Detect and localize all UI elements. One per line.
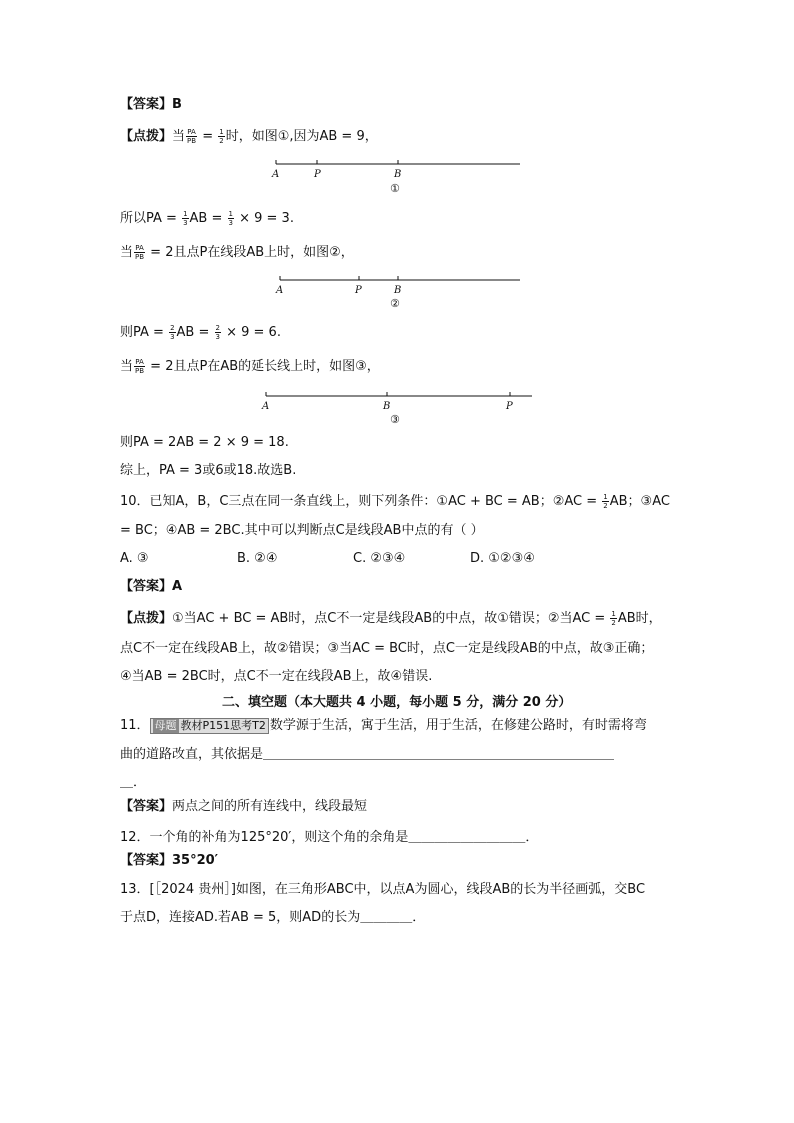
question-13-line-2: 于点D，连接AD.若AB = 5，则AD的长为＿＿＿＿． <box>120 910 426 925</box>
option-d: D. ①②③④ <box>470 551 535 566</box>
answer-10: 【答案】A <box>120 579 183 594</box>
hint-line-6: 则PA = 2AB = 2 × 9 = 18. <box>120 435 289 450</box>
option-a: A. ③ <box>120 551 149 566</box>
point-a-label: A <box>272 169 280 180</box>
question-12: 12．一个角的补角为125°20′，则这个角的余角是＿＿＿＿＿＿＿＿＿． <box>120 830 539 845</box>
option-b: B. ②④ <box>237 551 278 566</box>
point-b-label: B <box>394 169 402 180</box>
hint-line-1: 【点拨】当 $\frac{PA}{PB}$ = $\frac{1}{2}$ 时，如图①,因为AB = 9， <box>120 128 378 145</box>
hint-line-5: 当 $\frac{PA}{PB}$ = 2且点P在AB的延长线上时，如图③， <box>120 358 380 375</box>
source-tag: 母题 教材P151思考T2 <box>150 718 269 734</box>
point-a-label: A <box>276 285 284 296</box>
point-p-label: P <box>314 169 321 180</box>
figure-caption: ③ <box>390 413 400 426</box>
figure-1 <box>262 154 532 202</box>
hint-10-line-2: 点C不一定在线段AB上，故②错误；③当AC = BC时，点C一定是线段AB的中点，故③正确； <box>120 641 654 656</box>
fraction-pa-pb: $\frac{PA}{PB}$ <box>187 128 197 145</box>
point-a-label: A <box>262 401 270 412</box>
point-p-label: P <box>506 401 513 412</box>
option-c: C. ②③④ <box>353 551 406 566</box>
question-11-line-1: 11． 母题 教材P151思考T2 数学源于生活，寓于生活，用于生活，在修建公路时，有时需将弯 <box>120 718 647 733</box>
answer-9: 【答案】B <box>120 97 182 112</box>
figure-caption: ① <box>390 182 400 195</box>
hint-line-4: 则PA = $\frac{2}{3}$ AB = $\frac{2}{3}$ × 9 = 6. <box>120 324 281 341</box>
point-b-label: B <box>394 285 402 296</box>
figure-caption: ② <box>390 297 400 310</box>
point-b-label: B <box>383 401 391 412</box>
question-10-line-1: 10．已知A，B，C三点在同一条直线上，则下列条件：①AC + BC = AB；②AC = $\frac{1}{2}$ AB；③AC <box>120 493 670 510</box>
question-11-line-3: ＿． <box>120 775 147 790</box>
question-10-line-2: = BC；④AB = 2BC.其中可以判断点C是线段AB中点的有（ ） <box>120 523 484 538</box>
hint-10-line-3: ④当AB = 2BC时，点C不一定在线段AB上，故④错误. <box>120 669 433 684</box>
answer-12: 【答案】35°20′ <box>120 853 219 868</box>
figure-3 <box>252 386 542 434</box>
hint-line-3: 当 $\frac{PA}{PB}$ = 2且点P在线段AB上时，如图②， <box>120 244 354 261</box>
question-13-line-1: 13．[［2024 贵州］]如图，在三角形ABC中，以点A为圆心，线段AB的长为半径画弧，交BC <box>120 882 646 897</box>
hint-10-line-1: 【点拨】①当AC + BC = AB时，点C不一定是线段AB的中点，故①错误；②当AC = $\frac{1}{2}$ AB时， <box>120 610 662 627</box>
hint-conclusion: 综上，PA = 3或6或18.故选B. <box>120 463 297 478</box>
fraction-one-half: $\frac{1}{2}$ <box>219 128 224 145</box>
section-heading: 二、填空题（本大题共 4 小题，每小题 5 分，满分 20 分） <box>222 695 572 710</box>
figure-2 <box>266 270 536 318</box>
question-11-line-2: 曲的道路改直，其依据是＿＿＿＿＿＿＿＿＿＿＿＿＿＿＿＿＿＿＿＿＿＿＿＿＿＿＿ <box>120 747 615 762</box>
answer-11: 【答案】两点之间的所有连线中，线段最短 <box>120 799 368 814</box>
point-p-label: P <box>355 285 362 296</box>
hint-line-2: 所以PA = $\frac{1}{3}$ AB = $\frac{1}{3}$ × 9 = 3. <box>120 210 294 227</box>
